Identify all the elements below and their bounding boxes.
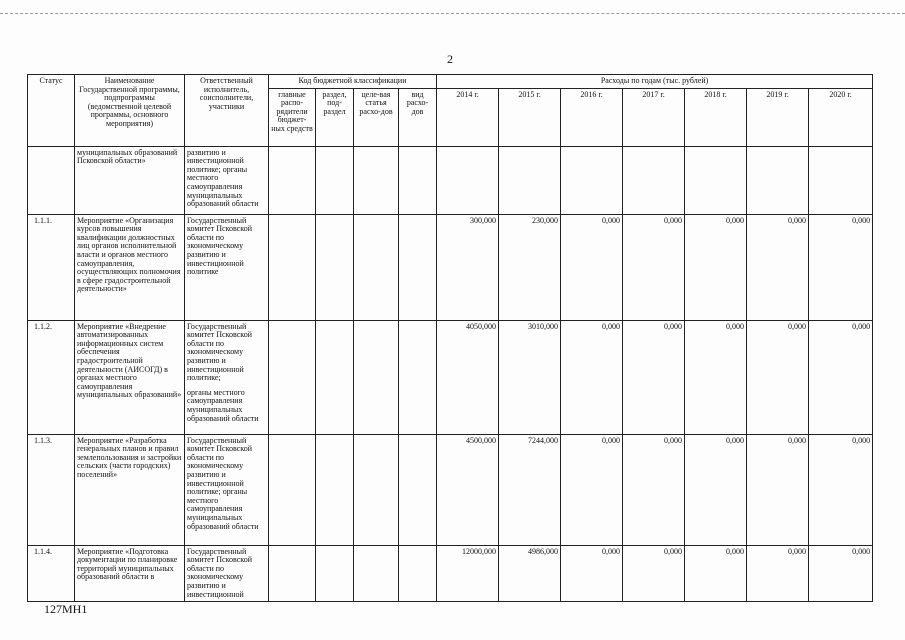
row-value-2019: 0,000 [747, 434, 809, 545]
header-code-type: вид расхо-дов [399, 88, 437, 146]
budget-table [27, 74, 873, 602]
row-value-2015: 230,000 [499, 214, 561, 320]
row-code-target [354, 434, 399, 545]
row-name: Мероприятие «Организация курсов повышения квалификации должностных лиц органов исполнительной власти и органов местного самоуправления, осуществляющих полномочия в сфере градостроительной деятельности» [75, 214, 185, 320]
row-name: Мероприятие «Подготовка документации по планировке территорий муниципальных образований области в [75, 545, 185, 602]
table-row [28, 320, 873, 434]
row-name: Мероприятие «Внедрение автоматизированных информационных систем обеспечения градостроительной деятельности (АИСОГД) в органах местного самоуправления муниципальных образований» [75, 320, 185, 434]
header-year-2015: 2015 г. [499, 88, 561, 146]
row-status: 1.1.3. [28, 434, 75, 545]
footer-document-code: 127МН1 [44, 602, 88, 616]
row-value-2014: 12000,000 [437, 545, 499, 602]
header-name: Наименование Государственной программы, подпрограммы (ведомственной целевой программы, основного мероприятия) [75, 75, 185, 147]
row-responsible-text: Государственный комитет Псковской области по экономическому развитию и инвестиционной [187, 546, 253, 599]
row-status: 1.1.1. [28, 214, 75, 320]
row-responsible-text: Государственный комитет Псковской области по экономическому развитию и инвестиционной политике [187, 215, 253, 277]
row-code-main-manager [269, 214, 316, 320]
row-status [28, 146, 75, 214]
row-responsible [185, 545, 269, 602]
row-value-2015: 3010,000 [499, 320, 561, 434]
row-code-type [399, 545, 437, 602]
row-responsible [185, 214, 269, 320]
row-code-type [399, 214, 437, 320]
header-year-2018: 2018 г. [685, 88, 747, 146]
row-value-2019: 0,000 [747, 320, 809, 434]
row-value-2018: 0,000 [685, 214, 747, 320]
header-year-2014: 2014 г. [437, 88, 499, 146]
row-value-2017: 0,000 [623, 434, 685, 545]
row-value-2014: 4050,000 [437, 320, 499, 434]
row-code-section [316, 146, 354, 214]
row-value-2016: 0,000 [561, 434, 623, 545]
row-value-2020: 0,000 [809, 545, 873, 602]
row-status: 1.1.2. [28, 320, 75, 434]
header-budget-codes: Код бюджетной классификации [269, 75, 437, 89]
header-year-2020: 2020 г. [809, 88, 873, 146]
row-value-2017: 0,000 [623, 545, 685, 602]
row-value-2017 [623, 146, 685, 214]
row-value-2014: 300,000 [437, 214, 499, 320]
row-value-2019: 0,000 [747, 214, 809, 320]
header-year-2017: 2017 г. [623, 88, 685, 146]
row-responsible-text: Государственный комитет Псковской области по экономическому развитию и инвестиционной политике; [187, 321, 253, 383]
row-value-2016: 0,000 [561, 545, 623, 602]
row-responsible [185, 320, 269, 434]
row-value-2015 [499, 146, 561, 214]
row-responsible [185, 434, 269, 545]
row-value-2015: 7244,000 [499, 434, 561, 545]
table-row [28, 545, 873, 602]
row-value-2014 [437, 146, 499, 214]
row-code-main-manager [269, 320, 316, 434]
page-top-border [0, 13, 905, 14]
row-code-section [316, 434, 354, 545]
row-value-2018: 0,000 [685, 434, 747, 545]
row-code-type [399, 434, 437, 545]
header-code-main-manager: главные распо-рядители бюджет-ных средств [269, 88, 316, 146]
row-value-2017: 0,000 [623, 214, 685, 320]
row-code-target [354, 214, 399, 320]
header-year-2016: 2016 г. [561, 88, 623, 146]
header-row-1 [28, 75, 873, 89]
row-code-target [354, 146, 399, 214]
row-value-2018: 0,000 [685, 320, 747, 434]
row-value-2015: 4986,000 [499, 545, 561, 602]
row-responsible-text: развитию и инвестиционной политике; органы местного самоуправления муниципальных образований области [187, 147, 259, 209]
header-code-section: раздел, под-раздел [316, 88, 354, 146]
row-code-type [399, 146, 437, 214]
row-responsible-participants: органы местного самоуправления муниципальных образований области [187, 387, 259, 423]
row-value-2018: 0,000 [685, 545, 747, 602]
header-status: Статус [28, 75, 75, 147]
row-value-2016: 0,000 [561, 320, 623, 434]
row-code-main-manager [269, 146, 316, 214]
header-expenses: Расходы по годам (тыс. рублей) [437, 75, 873, 89]
row-code-main-manager [269, 545, 316, 602]
header-code-target: целе-вая статья расхо-дов [354, 88, 399, 146]
row-code-target [354, 320, 399, 434]
row-code-section [316, 214, 354, 320]
table-row [28, 214, 873, 320]
row-value-2020: 0,000 [809, 434, 873, 545]
row-responsible [185, 146, 269, 214]
header-responsible: Ответственный исполнитель, соисполнители, участники [185, 75, 269, 147]
row-code-section [316, 320, 354, 434]
row-value-2016 [561, 146, 623, 214]
row-value-2018 [685, 146, 747, 214]
row-value-2019: 0,000 [747, 545, 809, 602]
row-code-target [354, 545, 399, 602]
row-value-2020: 0,000 [809, 214, 873, 320]
row-responsible-text: Государственный комитет Псковской области по экономическому развитию и инвестиционной политике; органы местного самоуправления муниципальных образований области [187, 435, 259, 531]
row-value-2020: 0,000 [809, 320, 873, 434]
row-name: муниципальных образований Псковской области» [75, 146, 185, 214]
row-value-2020 [809, 146, 873, 214]
table-row [28, 146, 873, 214]
row-value-2017: 0,000 [623, 320, 685, 434]
row-value-2016: 0,000 [561, 214, 623, 320]
row-name: Мероприятие «Разработка генеральных планов и правил землепользования и застройки сельских (части городских) поселений» [75, 434, 185, 545]
row-code-section [316, 545, 354, 602]
table-row [28, 434, 873, 545]
row-code-type [399, 320, 437, 434]
row-value-2014: 4500,000 [437, 434, 499, 545]
page-number: 2 [447, 52, 453, 66]
row-value-2019 [747, 146, 809, 214]
header-year-2019: 2019 г. [747, 88, 809, 146]
row-code-main-manager [269, 434, 316, 545]
row-status: 1.1.4. [28, 545, 75, 602]
